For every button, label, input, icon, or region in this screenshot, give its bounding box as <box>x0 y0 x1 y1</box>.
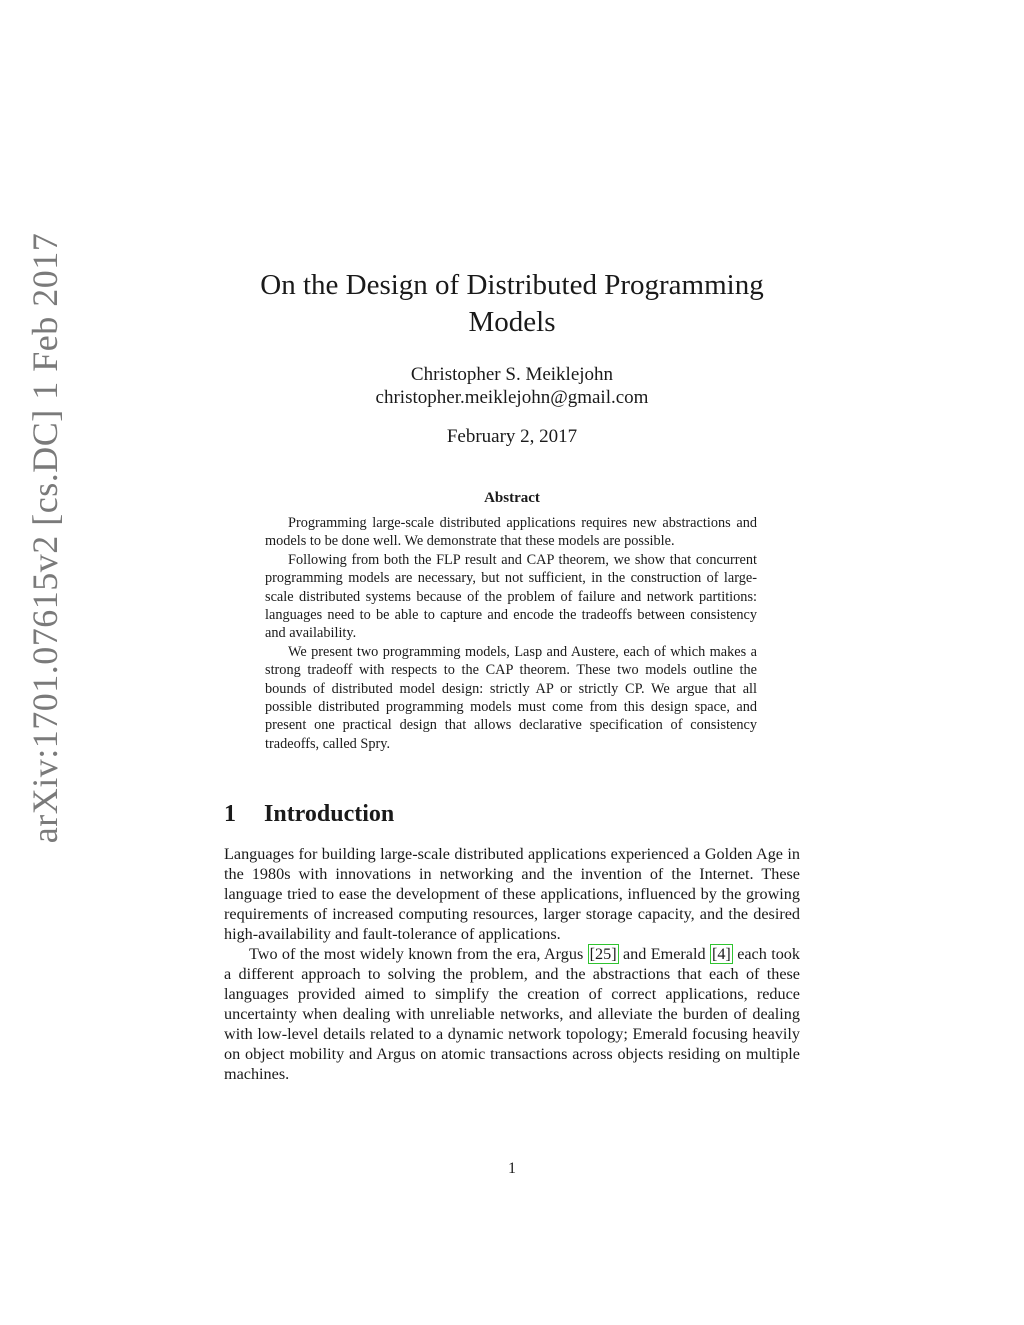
paper-title-line-1: On the Design of Distributed Programming <box>260 269 764 301</box>
paper-title-line-2: Models <box>468 306 556 338</box>
abstract-paragraph: Following from both the FLP result and CAP theorem, we show that concurrent programming models are necessary, but not sufficient, in the construction of large-scale distributed systems because of the problem of failure and network partitions: languages need to be able to capture and encode the tradeoffs between consistency and availability. <box>265 551 757 642</box>
section-number: 1 <box>224 801 236 827</box>
author-name: Christopher S. Meiklejohn <box>410 364 614 385</box>
section-heading-introduction <box>224 798 800 830</box>
section-title: Introduction <box>264 801 395 827</box>
page-number: 1 <box>508 1160 516 1177</box>
body-text-segment: Two of the most widely known from the era, Argus <box>249 945 588 963</box>
paper-title <box>200 267 824 341</box>
abstract-heading: Abstract <box>484 490 540 506</box>
author-email: christopher.meiklejohn@gmail.com <box>375 387 649 408</box>
citation-link-emerald[interactable]: [4] <box>711 945 731 963</box>
body-paragraph <box>224 944 800 1084</box>
abstract-paragraph: We present two programming models, Lasp and Austere, each of which makes a strong tradeoff with respects to the CAP theorem. These two models outline the bounds of distributed model design: strictly AP or strictly CP. We argue that all possible distributed programming models must come from this design space, and present one practical design that allows declarative specification of consistency tradeoffs, called Spry. <box>265 643 757 752</box>
arxiv-identifier-text: arXiv:1701.07615v2 [cs.DC] 1 Feb 2017 <box>25 232 65 844</box>
body-text-segment: each took a different approach to solving the problem, and the abstractions that each of these languages provided aimed to simplify the creation of correct applications, reduce uncertainty when dealing with unreliable networks, and alleviate the burden of dealing with low-level details related to a dynamic network topology; Emerald focusing heavily on object mobility and Argus on atomic transactions across objects residing on multiple machines. <box>224 945 800 1083</box>
introduction-body <box>224 844 800 1084</box>
publication-date: February 2, 2017 <box>446 426 578 447</box>
body-paragraph: Languages for building large-scale distributed applications experienced a Golden Age in the 1980s with innovations in networking and the invention of the Internet. These language tried to ease the development of these applications, influenced by the growing requirements of increased computing resources, larger storage capacity, and the desired high-availability and fault-tolerance of applications. <box>224 845 800 943</box>
body-text-segment: and Emerald <box>618 945 710 963</box>
abstract-paragraph: Programming large-scale distributed applications requires new abstractions and models to be done well. We demonstrate that these models are possible. <box>265 515 757 550</box>
arxiv-identifier-stamp <box>18 148 72 928</box>
citation-link-argus[interactable]: [25] <box>589 945 617 963</box>
abstract-body <box>265 514 757 753</box>
